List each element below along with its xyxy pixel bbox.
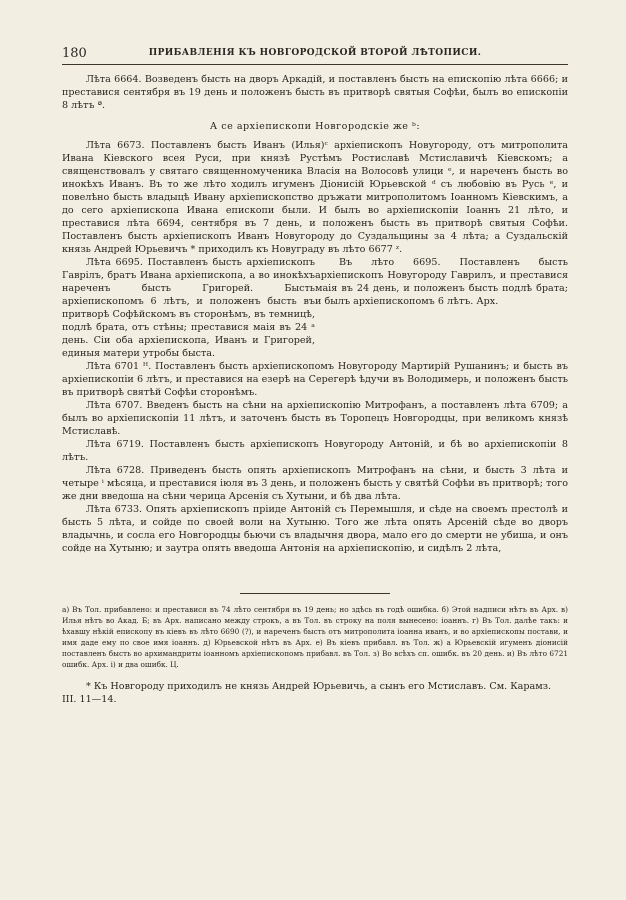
- running-title: ПРИБАВЛЕНІЯ КЪ НОВГОРОДСКОЙ ВТОРОЙ ЛѢТОПИСИ.: [148, 48, 482, 58]
- page-number: 180: [62, 46, 87, 61]
- footnote: * Къ Новгороду приходилъ не князь Андрей Юрьевичь, а сынъ его Мстиславъ. См. Карамз. III. 11—14.: [62, 681, 552, 705]
- paragraph-6673: Лѣта 6673. Поставленъ бысть Иванъ (Илья)ᶜ архіепископъ Новугороду, отъ митрополита Ивана Кіевского всея Руси, при князѣ Рустѣмъ Ростиславѣ Мстиславичѣ Кіевскомъ; а священствовалъ у святаго священномученика Власія на Волосовѣ улици ᵉ, и нареченъ бысть во инокѣхъ Иванъ. Въ то же лѣто ходилъ игуменъ Діонисій Юрьевской ᵈ съ любовію въ Русь ᵉ, и повелѣно бысть владыцѣ Ивану архіепископство дръжати митрополитомъ Іоанномъ Кіевскимъ, а до сего архіепископа Ивана епископи были. И былъ во архіепископіи Іоаннъ 21 лѣто, и преставися лѣта 6694, сентября въ 7 день, и положенъ бысть въ притворѣ святыя Софѣи. Поставленъ бысть архіепископъ Иванъ Новугороду до Суздальщины за 4 лѣта; а Суздальскій князь Андрей Юрьевичъ * приходилъ къ Новуграду въ лѣто 6677 ᶻ.: [62, 140, 568, 255]
- paragraph-6701: Лѣта 6701 ᴴ. Поставленъ бысть архіепископомъ Новугороду Мартирій Рушанинъ; и бысть въ архіепископіи 6 лѣтъ, и преставися на езерѣ на Серегерѣ ѣдучи въ Володимерь, и положенъ бысть въ притворѣ святѣй Софѣи сторонѣмъ.: [62, 361, 568, 398]
- right-column: [315, 256, 568, 360]
- variant-notes-text: а) Въ Тол. прибавлено: и преставися въ 74 лѣто сентября въ 19 день; но здѣсь въ годѣ ошибка. б) Этой надписи нѣтъ въ Арх. в) Илья нѣтъ во Акад. Б; въ Арх. написано между строкъ, а въ Тол. въ строку на поля вынесено: іоаннъ. г) Въ Тол. далѣе такъ: и ѣхавшу нѣкій епископу въ кіевъ въ лѣто 6690 (?), и нареченъ бысть отъ митрополита іоанна иванъ, и во архіепископы постави, и имя даде ему по свое имя іоаннъ. д) Юрьевской нѣтъ въ Арх. е) Въ кіевъ прибавл. въ Тол. ж) а Юрьевскій игуменъ діонисій поставленъ бысть во архимандриты іоанномъ архіепископомъ прибавл. въ Тол. з) Во всѣхъ сп. ошибк. въ 20 день. и) Въ лѣто 6721 ошибк. Арх. і) и два ошибк. Ц.: [62, 605, 568, 669]
- main-text: [62, 73, 568, 555]
- paragraph-6664: Лѣта 6664. Возведенъ бысть на дворъ Аркадій, и поставленъ бысть на епископію лѣта 6666; и преставися сентября въ 19 день и положенъ бысть въ притворѣ святыя Софѣи, былъ во епископіи 8 лѣтъ ª.: [62, 74, 568, 111]
- parallel-columns: [62, 256, 568, 360]
- right-column-text: Въ лѣто 6695. Поставленъ бысть архіепископъ Новугороду Гаврилъ, и преставися маія въ 24 день, и положенъ бысть подлѣ брата; и былъ архіепископомъ 6 лѣтъ. Арх.: [315, 257, 568, 307]
- paragraph-6707: Лѣта 6707. Введенъ бысть на сѣни на архіепископію Митрофанъ, а поставленъ лѣта 6709; а былъ во архіепископіи 11 лѣтъ, и заточенъ бысть въ Торопецъ Новгородцы, при великомъ князѣ Мстиславѣ.: [62, 400, 568, 437]
- notes-divider: [240, 593, 390, 594]
- paragraph-6728: Лѣта 6728. Приведенъ бысть опять архіепископъ Митрофанъ на сѣни, и бысть 3 лѣта и четыре ⁱ мѣсяца, и преставися іюля въ 3 день, и положенъ бысть у святѣй Софѣи въ притворѣ; того же дни введоша на сѣни черица Арсенія съ Хутыни, и бѣ два лѣта.: [62, 465, 568, 502]
- left-column: [62, 256, 315, 360]
- paragraph-6733: Лѣта 6733. Опять архіепископъ пріиде Антоній съ Перемышля, и сѣде на своемъ престолѣ и бысть 5 лѣта, и сойде по своей воли на Хутыню. Того же лѣта опять Арсеній сѣде во дворъ владычнь, и сосла его Новгородцы бьючи съ владычня двора, мало его до смерти не убиша, и онъ сойде на Хутыню; и заутра опять введоша Антонія на архіепископію, и сидѣлъ 2 лѣта,: [62, 504, 568, 554]
- section-heading: А се архіепископи Новгородскіе же ᵇ:: [209, 121, 421, 132]
- left-column-text: Лѣта 6695. Поставленъ бысть архіепископъ Гаврілъ, братъ Ивана архіепископа, а во инокѣхъ нареченъ бысть Григорей. Бысть архіепископомъ 6 лѣтъ, и положенъ бысть въ притворѣ Софѣйскомъ въ сторонѣмъ, въ темницѣ, подлѣ брата, отъ стѣны; преставися маія въ 24 ᵃ день. Сіи оба архіепископа, Иванъ и Григорей, единыя матери утробы быста.: [62, 257, 315, 359]
- variant-notes: [62, 604, 568, 670]
- page-header: [62, 44, 568, 65]
- paragraph-6719: Лѣта 6719. Поставленъ бысть архіепископъ Новугороду Антоній, и бѣ во архіепископіи 8 лѣтъ.: [62, 439, 568, 463]
